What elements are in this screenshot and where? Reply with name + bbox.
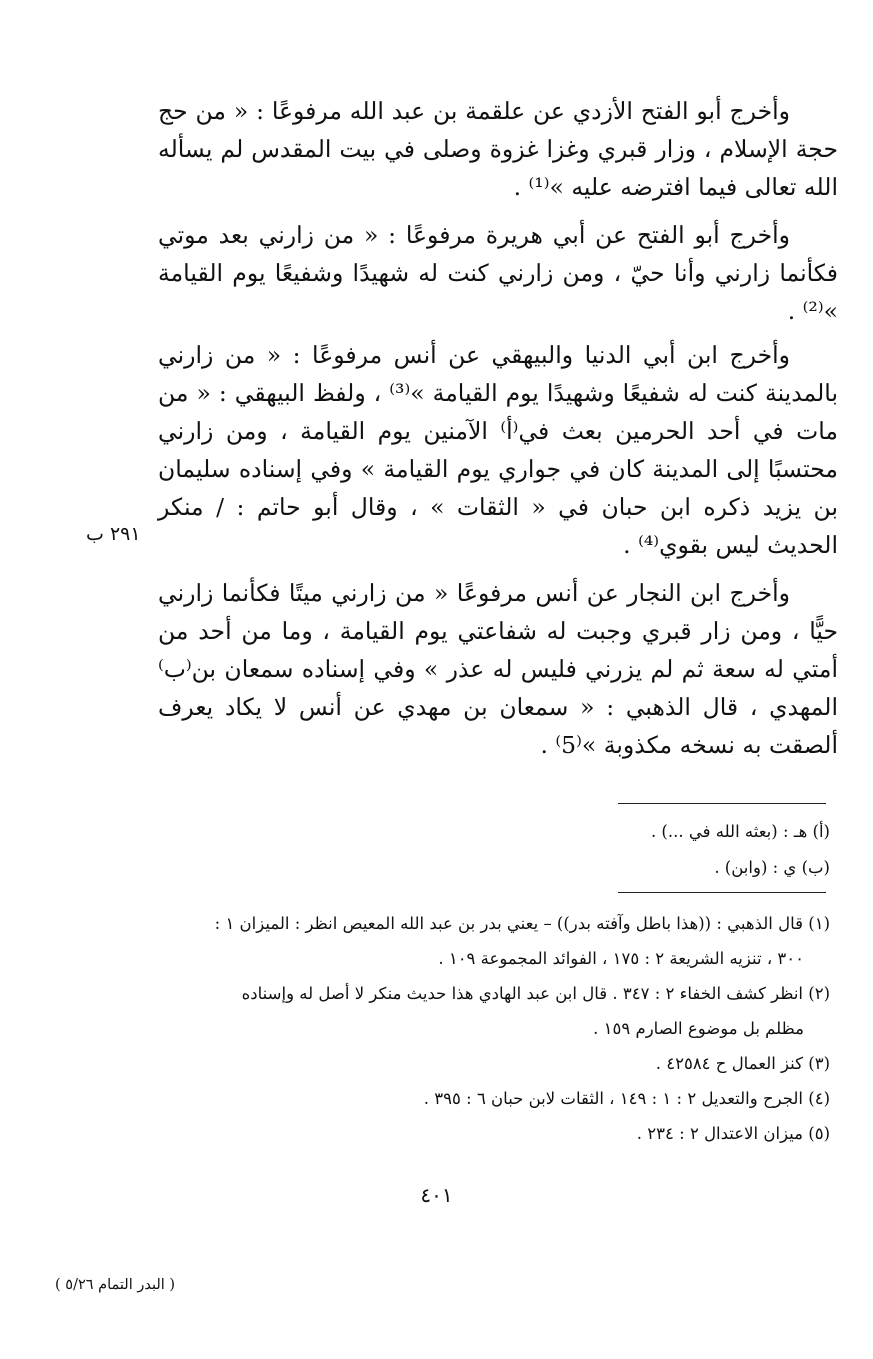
paragraph-2: وأخرج أبو الفتح عن أبي هريرة مرفوعًا : « من زارني بعد موتي فكأنما زارني وأنا حيّ ، ومن زارني كنت له شهيدًا وشفيعًا يوم القيامة »⁽²⁾ . bbox=[158, 221, 838, 325]
footnotes-divider bbox=[618, 892, 826, 893]
paragraph-1: وأخرج أبو الفتح الأزدي عن علقمة بن عبد الله مرفوعًا : « من حج حجة الإسلام ، وزار قبري وغزا غزوة وصلى في بيت المقدس لم يسأله الله تعالى فيما افترضه عليه »⁽¹⁾ . bbox=[158, 97, 838, 201]
manuscript-variants bbox=[500, 814, 830, 886]
footnote-5: (٥) ميزان الاعتدال ٢ : ٢٣٤ . bbox=[636, 1124, 830, 1143]
variant-a: (أ) هـ : (بعثه الله في ...) . bbox=[650, 822, 830, 841]
footnote-2-continued: مظلم بل موضوع الصارم ١٥٩ . bbox=[593, 1019, 804, 1038]
page-number: ٤٠١ bbox=[420, 1183, 453, 1207]
paragraph-3: وأخرج ابن أبي الدنيا والبيهقي عن أنس مرفوعًا : « من زارني بالمدينة كنت له شفيعًا وشهيدًا يوم القيامة »⁽³⁾ ، ولفظ البيهقي : « من مات في أحد الحرمين بعث في⁽أ⁾ الآمنين يوم القيامة ، ومن زارني محتسبًا إلى المدينة كان في جواري يوم القيامة » وفي إسناده سليمان بن يزيد ذكره ابن حبان في « الثقات » ، وقال أبو حاتم : / منكر الحديث ليس بقوي⁽⁴⁾ . bbox=[158, 341, 838, 559]
variant-b: (ب) ي : (وابن) . bbox=[714, 858, 830, 877]
footnotes bbox=[150, 906, 830, 1151]
paragraph-4: وأخرج ابن النجار عن أنس مرفوعًا « من زارني ميتًا فكأنما زارني حيًّا ، ومن زار قبري وجبت له شفاعتي يوم القيامة ، وما من أحد من أمتي له سعة ثم لم يزرني فليس له عذر » وفي إسناده سمعان بن⁽ب⁾ المهدي ، قال الذهبي : « سمعان بن مهدي عن أنس لا يكاد يعرف ألصقت به نسخه مكذوبة »⁽5⁾ . bbox=[158, 579, 838, 759]
manuscript-folio-marker: ٢٩١ ب bbox=[86, 523, 141, 545]
footnote-1-continued: ٣٠٠ ، تنزيه الشريعة ٢ : ١٧٥ ، الفوائد المجموعة ١٠٩ . bbox=[438, 949, 804, 968]
footnote-1: (١) قال الذهبي : ((هذا باطل وآفته بدر)) – يعني بدر بن عبد الله المعيص انظر : الميزان ١ : bbox=[214, 914, 830, 933]
main-text bbox=[158, 92, 838, 774]
variants-divider bbox=[618, 803, 826, 804]
footnote-3: (٣) كنز العمال ح ٤٢٥٨٤ . bbox=[655, 1054, 830, 1073]
footnote-4: (٤) الجرح والتعديل ٢ : ١ : ١٤٩ ، الثقات لابن حبان ٦ : ٣٩٥ . bbox=[423, 1089, 830, 1108]
printer-signature: ( البدر التمام ٥/٢٦ ) bbox=[55, 1277, 176, 1293]
footnote-2: (٢) انظر كشف الخفاء ٢ : ٣٤٧ . قال ابن عبد الهادي هذا حديث منكر لا أصل له وإسناده bbox=[241, 984, 830, 1003]
